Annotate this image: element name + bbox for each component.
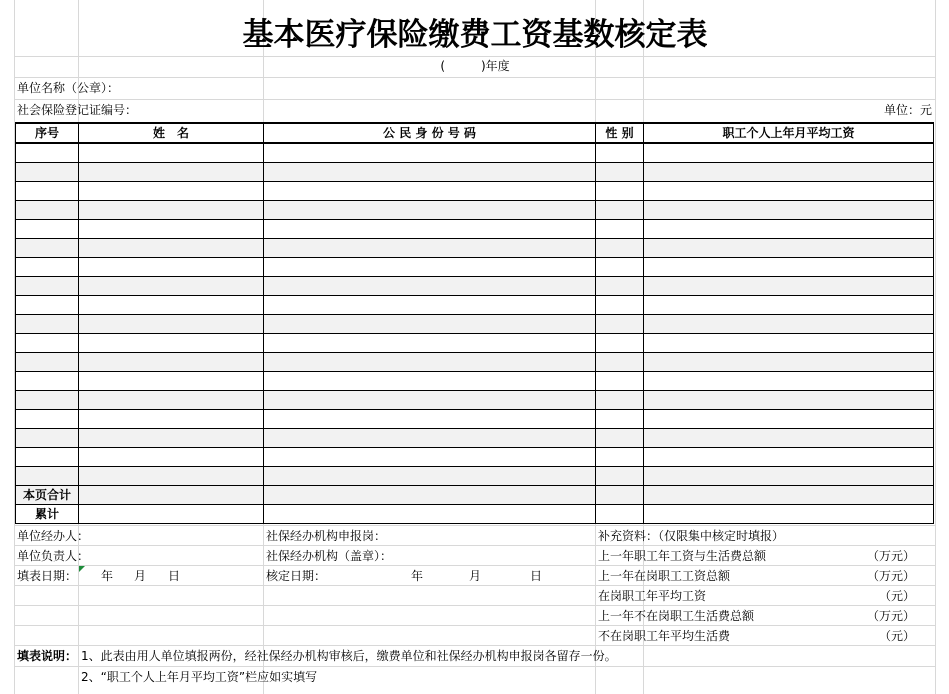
supplement-item-label: 在岗职工年平均工资 bbox=[598, 589, 707, 603]
note-item: 1、此表由用人单位填报两份，经社保经办机构审核后，缴费单位和社保经办机构申报岗各留存一份。 bbox=[81, 649, 617, 663]
name-cell[interactable] bbox=[79, 448, 264, 467]
agency-seal-label: 社保经办机构（盖章）： bbox=[266, 549, 393, 563]
avg-wage-cell[interactable] bbox=[644, 315, 934, 334]
page-total-gender-cell[interactable] bbox=[596, 486, 644, 505]
name-cell[interactable] bbox=[79, 277, 264, 296]
name-cell[interactable] bbox=[79, 334, 264, 353]
name-cell[interactable] bbox=[79, 410, 264, 429]
id-number-cell[interactable] bbox=[264, 467, 596, 486]
gender-cell[interactable] bbox=[596, 315, 644, 334]
name-cell[interactable] bbox=[79, 143, 264, 163]
serial-cell[interactable] bbox=[16, 277, 79, 296]
currency-unit-label: 单位：元 bbox=[883, 103, 932, 117]
name-cell[interactable] bbox=[79, 239, 264, 258]
supplement-item-unit: （万元） bbox=[866, 569, 915, 583]
serial-cell[interactable] bbox=[16, 429, 79, 448]
serial-cell[interactable] bbox=[16, 201, 79, 220]
page-title: 基本医疗保险缴费工资基数核定表 bbox=[242, 17, 708, 53]
serial-cell[interactable] bbox=[16, 143, 79, 163]
unit-name-label: 单位名称（公章）： bbox=[17, 81, 120, 95]
note-item: 2、“职工个人上年月平均工资”栏应如实填写 bbox=[81, 670, 318, 684]
page-total-name-cell[interactable] bbox=[79, 486, 264, 505]
gender-cell[interactable] bbox=[596, 182, 644, 201]
serial-cell[interactable] bbox=[16, 334, 79, 353]
avg-wage-cell[interactable] bbox=[644, 391, 934, 410]
cumulative-name-cell[interactable] bbox=[79, 505, 264, 524]
name-cell[interactable] bbox=[79, 467, 264, 486]
table-row bbox=[16, 353, 934, 372]
serial-cell[interactable] bbox=[16, 372, 79, 391]
cell-note-marker-icon bbox=[79, 566, 85, 572]
year-line: ( )年度 bbox=[440, 59, 510, 73]
name-cell[interactable] bbox=[79, 163, 264, 182]
head-label: 单位负责人： bbox=[17, 549, 90, 563]
avg-wage-cell[interactable] bbox=[644, 201, 934, 220]
avg-wage-cell[interactable] bbox=[644, 163, 934, 182]
table-row bbox=[16, 334, 934, 353]
avg-wage-cell[interactable] bbox=[644, 296, 934, 315]
id-number-cell[interactable] bbox=[264, 334, 596, 353]
agency-post-label: 社保经办机构申报岗： bbox=[266, 529, 387, 543]
gender-cell[interactable] bbox=[596, 163, 644, 182]
supplement-item-unit: （元） bbox=[878, 589, 915, 603]
name-cell[interactable] bbox=[79, 353, 264, 372]
table-row bbox=[16, 239, 934, 258]
gender-cell[interactable] bbox=[596, 258, 644, 277]
cumulative-wage-cell[interactable] bbox=[644, 505, 934, 524]
serial-cell[interactable] bbox=[16, 239, 79, 258]
col-header-gender: 性 别 bbox=[596, 123, 644, 143]
gender-cell[interactable] bbox=[596, 372, 644, 391]
fill-date-year: 年 bbox=[101, 569, 114, 583]
serial-cell[interactable] bbox=[16, 258, 79, 277]
gender-cell[interactable] bbox=[596, 448, 644, 467]
gender-cell[interactable] bbox=[596, 391, 644, 410]
avg-wage-cell[interactable] bbox=[644, 448, 934, 467]
id-number-cell[interactable] bbox=[264, 315, 596, 334]
cumulative-row bbox=[16, 505, 934, 524]
avg-wage-cell[interactable] bbox=[644, 334, 934, 353]
avg-wage-cell[interactable] bbox=[644, 182, 934, 201]
gender-cell[interactable] bbox=[596, 239, 644, 258]
col-header-serial: 序号 bbox=[16, 123, 79, 143]
cumulative-id-cell[interactable] bbox=[264, 505, 596, 524]
serial-cell[interactable] bbox=[16, 163, 79, 182]
table-row bbox=[16, 315, 934, 334]
page-total-row bbox=[16, 486, 934, 505]
avg-wage-cell[interactable] bbox=[644, 277, 934, 296]
serial-cell[interactable] bbox=[16, 220, 79, 239]
gender-cell[interactable] bbox=[596, 410, 644, 429]
name-cell[interactable] bbox=[79, 296, 264, 315]
id-number-cell[interactable] bbox=[264, 429, 596, 448]
gender-cell[interactable] bbox=[596, 201, 644, 220]
col-header-id-number: 公 民 身 份 号 码 bbox=[264, 123, 596, 143]
gender-cell[interactable] bbox=[596, 334, 644, 353]
serial-cell[interactable] bbox=[16, 467, 79, 486]
supplement-label: 补充资料：（仅限集中核定时填报） bbox=[598, 529, 785, 543]
gender-cell[interactable] bbox=[596, 429, 644, 448]
avg-wage-cell[interactable] bbox=[644, 410, 934, 429]
table-row bbox=[16, 429, 934, 448]
id-number-cell[interactable] bbox=[264, 182, 596, 201]
page-total-label: 本页合计 bbox=[16, 486, 79, 505]
id-number-cell[interactable] bbox=[264, 201, 596, 220]
gender-cell[interactable] bbox=[596, 143, 644, 163]
table-row bbox=[16, 467, 934, 486]
name-cell[interactable] bbox=[79, 258, 264, 277]
gender-cell[interactable] bbox=[596, 467, 644, 486]
table-row bbox=[16, 163, 934, 182]
supplement-item-label: 上一年不在岗职工生活费总额 bbox=[598, 609, 755, 623]
page-total-id-cell[interactable] bbox=[264, 486, 596, 505]
verify-date-year: 年 bbox=[411, 569, 424, 583]
table-row bbox=[16, 372, 934, 391]
avg-wage-cell[interactable] bbox=[644, 239, 934, 258]
id-number-cell[interactable] bbox=[264, 277, 596, 296]
gender-cell[interactable] bbox=[596, 296, 644, 315]
table-header-row bbox=[16, 123, 934, 143]
col-header-avg-wage: 职工个人上年月平均工资 bbox=[644, 123, 934, 143]
id-number-cell[interactable] bbox=[264, 220, 596, 239]
verify-date-day: 日 bbox=[530, 569, 543, 583]
fill-date-month: 月 bbox=[134, 569, 147, 583]
avg-wage-cell[interactable] bbox=[644, 143, 934, 163]
supplement-item-unit: （元） bbox=[878, 629, 915, 643]
table-body bbox=[16, 143, 934, 486]
id-number-cell[interactable] bbox=[264, 391, 596, 410]
social-reg-label: 社会保险登记证编号： bbox=[17, 103, 138, 117]
col-header-name: 姓 名 bbox=[79, 123, 264, 143]
operator-label: 单位经办人： bbox=[17, 529, 90, 543]
id-number-cell[interactable] bbox=[264, 353, 596, 372]
avg-wage-cell[interactable] bbox=[644, 467, 934, 486]
name-cell[interactable] bbox=[79, 372, 264, 391]
id-number-cell[interactable] bbox=[264, 163, 596, 182]
table-row bbox=[16, 143, 934, 163]
table-row bbox=[16, 220, 934, 239]
serial-cell[interactable] bbox=[16, 410, 79, 429]
serial-cell[interactable] bbox=[16, 353, 79, 372]
fill-date-label: 填表日期： bbox=[17, 569, 78, 583]
supplement-item-label: 上一年职工年工资与生活费总额 bbox=[598, 549, 767, 563]
table-row bbox=[16, 448, 934, 467]
serial-cell[interactable] bbox=[16, 182, 79, 201]
serial-cell[interactable] bbox=[16, 391, 79, 410]
name-cell[interactable] bbox=[79, 391, 264, 410]
employee-table bbox=[15, 122, 934, 524]
name-cell[interactable] bbox=[79, 429, 264, 448]
id-number-cell[interactable] bbox=[264, 448, 596, 467]
supplement-item-unit: （万元） bbox=[866, 549, 915, 563]
table-row bbox=[16, 277, 934, 296]
table-row bbox=[16, 258, 934, 277]
table-row bbox=[16, 201, 934, 220]
table-row bbox=[16, 296, 934, 315]
avg-wage-cell[interactable] bbox=[644, 429, 934, 448]
table-row bbox=[16, 391, 934, 410]
id-number-cell[interactable] bbox=[264, 143, 596, 163]
verify-date-label: 核定日期： bbox=[266, 569, 327, 583]
table-row bbox=[16, 410, 934, 429]
serial-cell[interactable] bbox=[16, 448, 79, 467]
id-number-cell[interactable] bbox=[264, 410, 596, 429]
fill-date-day: 日 bbox=[168, 569, 181, 583]
id-number-cell[interactable] bbox=[264, 296, 596, 315]
name-cell[interactable] bbox=[79, 315, 264, 334]
supplement-item-label: 不在岗职工年平均生活费 bbox=[598, 629, 731, 643]
avg-wage-cell[interactable] bbox=[644, 220, 934, 239]
serial-cell[interactable] bbox=[16, 315, 79, 334]
name-cell[interactable] bbox=[79, 220, 264, 239]
supplement-item-unit: （万元） bbox=[866, 609, 915, 623]
page-total-wage-cell[interactable] bbox=[644, 486, 934, 505]
name-cell[interactable] bbox=[79, 201, 264, 220]
id-number-cell[interactable] bbox=[264, 372, 596, 391]
cumulative-label: 累计 bbox=[16, 505, 79, 524]
gender-cell[interactable] bbox=[596, 353, 644, 372]
avg-wage-cell[interactable] bbox=[644, 372, 934, 391]
verify-date-month: 月 bbox=[469, 569, 482, 583]
avg-wage-cell[interactable] bbox=[644, 353, 934, 372]
id-number-cell[interactable] bbox=[264, 258, 596, 277]
gender-cell[interactable] bbox=[596, 277, 644, 296]
serial-cell[interactable] bbox=[16, 296, 79, 315]
cumulative-gender-cell[interactable] bbox=[596, 505, 644, 524]
table-row bbox=[16, 182, 934, 201]
id-number-cell[interactable] bbox=[264, 239, 596, 258]
avg-wage-cell[interactable] bbox=[644, 258, 934, 277]
supplement-item-label: 上一年在岗职工工资总额 bbox=[598, 569, 731, 583]
gender-cell[interactable] bbox=[596, 220, 644, 239]
notes-label: 填表说明： bbox=[17, 649, 78, 663]
name-cell[interactable] bbox=[79, 182, 264, 201]
